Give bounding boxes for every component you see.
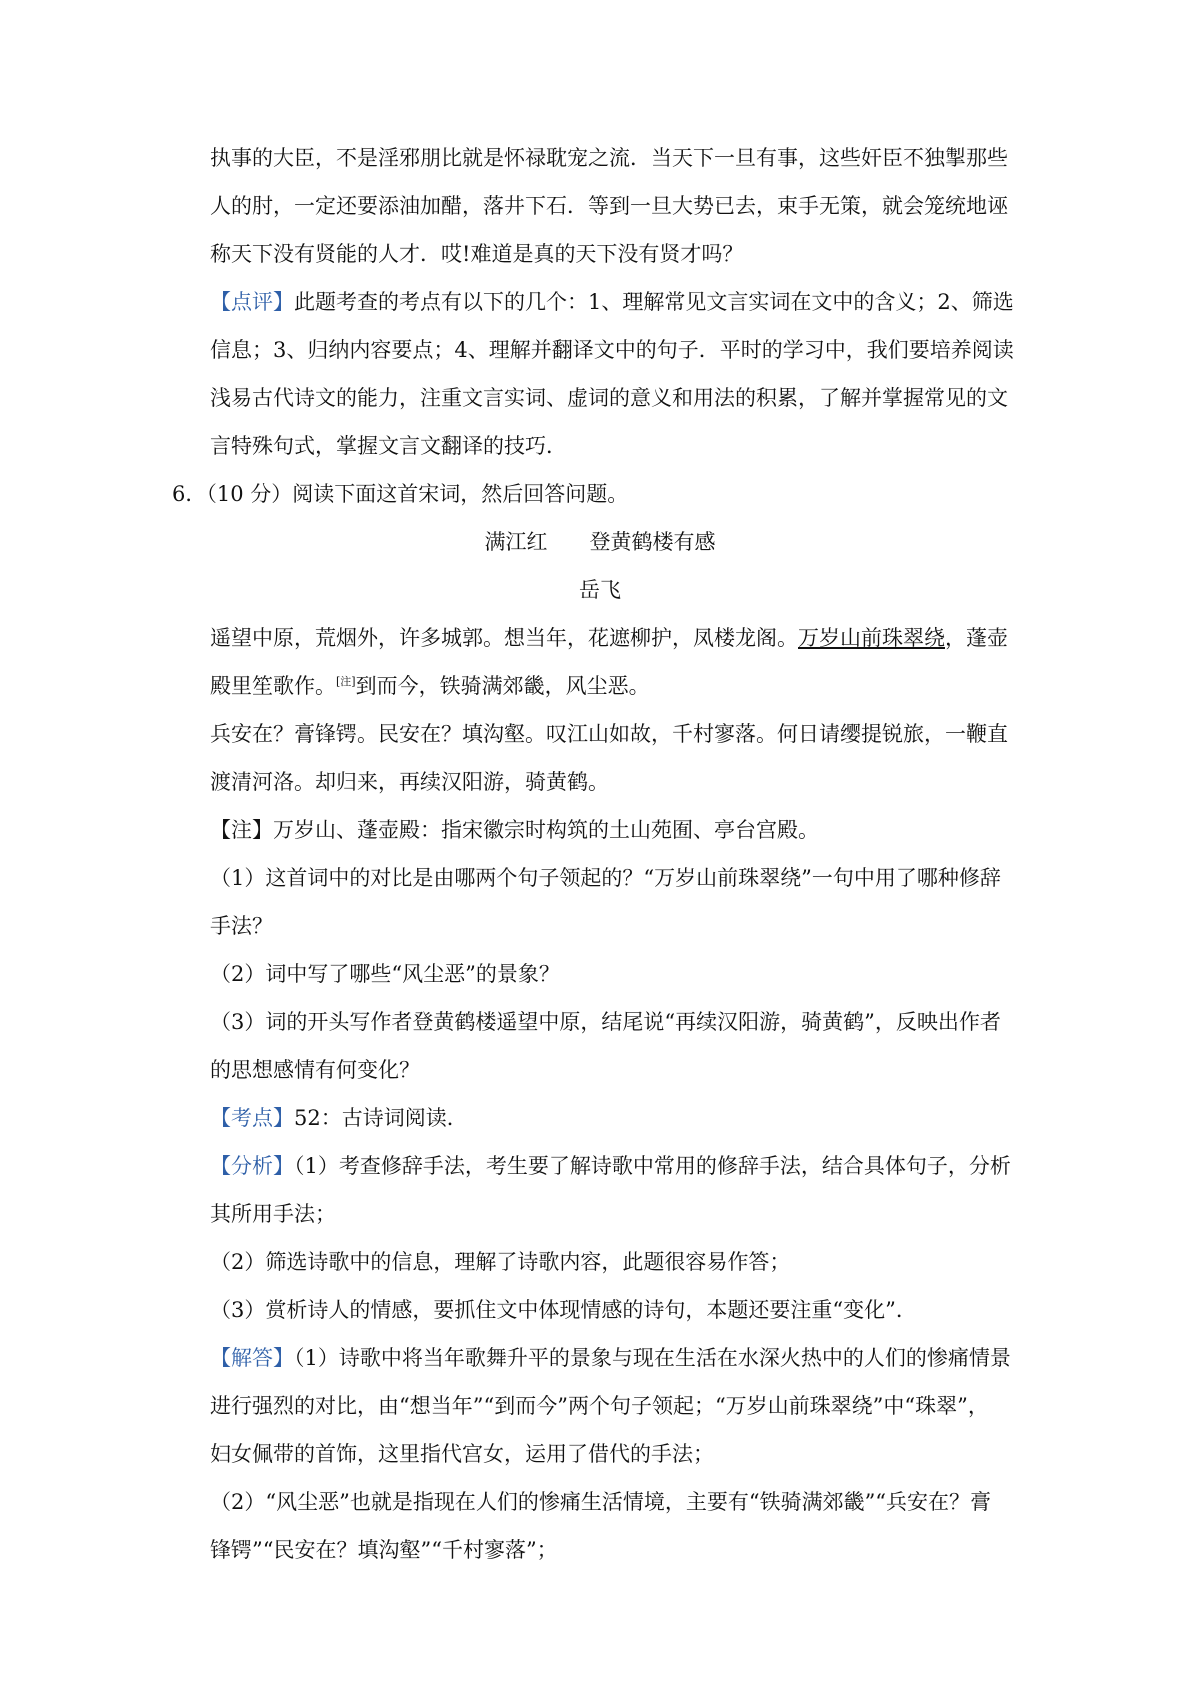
comment-line xyxy=(210,286,1030,318)
comment-line: 信息；3、归纳内容要点；4、理解并翻译文中的句子．平时的学习中，我们要培养阅读 xyxy=(210,338,1014,362)
fenxi-line: 其所用手法； xyxy=(210,1202,336,1226)
note-marker: [注] xyxy=(336,675,356,688)
jieda-line: 妇女佩带的首饰，这里指代宫女，运用了借代的手法； xyxy=(210,1442,714,1466)
poem-line xyxy=(210,670,1030,702)
poem-note: 【注】万岁山、蓬壶殿：指宋徽宗时构筑的土山苑囿、亭台宫殿。 xyxy=(210,818,819,842)
poem-underlined-text: 万岁山前珠翠绕 xyxy=(798,626,945,650)
jieda-line: 锋锷”“民安在？填沟壑”“千村寥落”； xyxy=(210,1538,558,1562)
fenxi-line: （2）筛选诗歌中的信息，理解了诗歌内容，此题很容易作答； xyxy=(210,1250,791,1274)
fenxi-text: （1）考查修辞手法，考生要了解诗歌中常用的修辞手法，结合具体句子，分析 xyxy=(294,1154,1011,1178)
comment-line: 言特殊句式，掌握文言文翻译的技巧． xyxy=(210,434,567,458)
question-stem-text: （10 分）阅读下面这首宋词，然后回答问题。 xyxy=(206,482,629,506)
poem-text: 殿里笙歌作。 xyxy=(210,674,336,698)
jieda-line xyxy=(210,1342,1030,1374)
jieda-line: 进行强烈的对比，由“想当年”“到而今”两个句子领起；“万岁山前珠翠绕”中“珠翠”， xyxy=(210,1394,989,1418)
sub-question-1-cont: 手法？ xyxy=(210,914,273,938)
fenxi-tag: 【分析】 xyxy=(210,1154,294,1178)
poem-line: 兵安在？膏锋锷。民安在？填沟壑。叹江山如故，千村寥落。何日请缨提锐旅，一鞭直 xyxy=(210,722,1008,746)
jieda-text: （1）诗歌中将当年歌舞升平的景象与现在生活在水深火热中的人们的惨痛情景 xyxy=(294,1346,1011,1370)
poem-line: 渡清河洛。却归来，再续汉阳游，骑黄鹤。 xyxy=(210,770,609,794)
passage-line: 称天下没有贤能的人才．哎!难道是真的天下没有贤才吗？ xyxy=(210,242,744,266)
passage-line: 人的肘，一定还要添油加醋，落井下石．等到一旦大势已去，束手无策，就会笼统地诬 xyxy=(210,194,1008,218)
poem-text: 到而今，铁骑满郊畿，风尘恶。 xyxy=(355,674,650,698)
comment-text: 此题考查的考点有以下的几个：1、理解常见文言实词在文中的含义；2、筛选 xyxy=(294,290,1014,314)
jieda-line: （2）“风尘恶”也就是指现在人们的惨痛生活情境，主要有“铁骑满郊畿”“兵安在？膏 xyxy=(210,1490,992,1514)
fenxi-line: （3）赏析诗人的情感，要抓住文中体现情感的诗句，本题还要注重“变化”． xyxy=(210,1298,917,1322)
sub-question-3: （3）词的开头写作者登黄鹤楼遥望中原，结尾说“再续汉阳游，骑黄鹤”，反映出作者 xyxy=(210,1010,1001,1034)
sub-question-1: （1）这首词中的对比是由哪两个句子领起的？“万岁山前珠翠绕”一句中用了哪种修辞 xyxy=(210,866,1001,890)
comment-line: 浅易古代诗文的能力，注重文言实词、虚词的意义和用法的积累，了解并掌握常见的文 xyxy=(210,386,1008,410)
poem-line xyxy=(210,622,1030,654)
passage-line: 执事的大臣，不是淫邪朋比就是怀禄耽宠之流．当天下一旦有事，这些奸臣不独掣那些 xyxy=(210,146,1008,170)
comment-tag: 【点评】 xyxy=(210,290,294,314)
sub-question-3-cont: 的思想感情有何变化？ xyxy=(210,1058,420,1082)
poem-author: 岳飞 xyxy=(579,578,621,602)
sub-question-2: （2）词中写了哪些“风尘恶”的景象？ xyxy=(210,962,560,986)
poem-text: 遥望中原，荒烟外，许多城郭。想当年，花遮柳护，凤楼龙阁。 xyxy=(210,626,798,650)
question-number: 6． xyxy=(172,482,207,506)
jieda-tag: 【解答】 xyxy=(210,1346,294,1370)
kaodian-text: 52：古诗词阅读． xyxy=(294,1106,468,1130)
fenxi-line xyxy=(210,1150,1030,1182)
poem-text: ，蓬壶 xyxy=(945,626,1008,650)
kaodian-line xyxy=(210,1102,1030,1134)
question-stem xyxy=(172,478,1032,510)
poem-title: 满江红 登黄鹤楼有感 xyxy=(484,530,716,554)
kaodian-tag: 【考点】 xyxy=(210,1106,294,1130)
